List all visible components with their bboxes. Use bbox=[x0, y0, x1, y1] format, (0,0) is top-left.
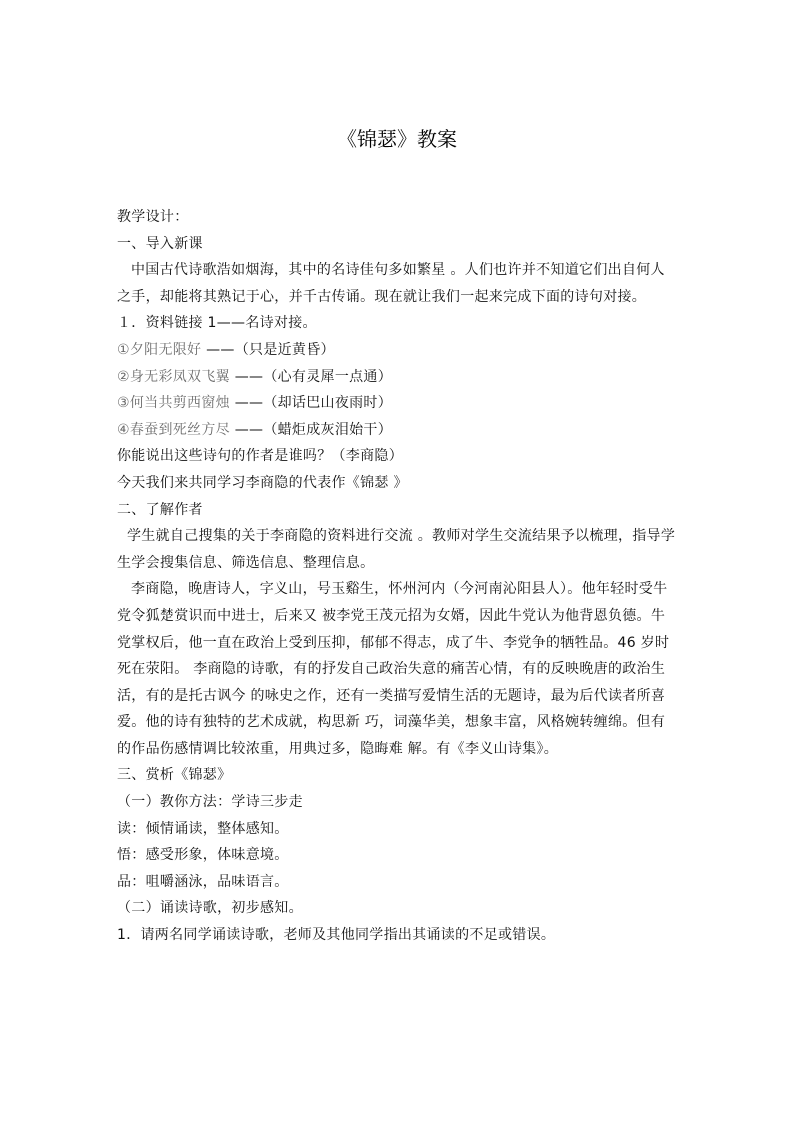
section-1-heading: 一、导入新课 bbox=[117, 235, 203, 252]
couplet-item-4 bbox=[117, 417, 679, 444]
materials-link-line: １．资料链接 1——名诗对接。 bbox=[117, 315, 317, 332]
section-2-heading: 二、了解作者 bbox=[117, 501, 203, 518]
couplet-answer-4: ——（蜡炬成灰泪始干） bbox=[234, 421, 393, 438]
couplet-item-1 bbox=[117, 337, 679, 364]
method-step-savor: 品：咀嚼涵泳，品味语言。 bbox=[117, 873, 289, 890]
author-question-line: 你能说出这些诗句的作者是谁吗？（李商隐） bbox=[117, 448, 403, 465]
section-1-intro-paragraph: 中国古代诗歌浩如烟海，其中的名诗佳句多如繁星 。人们也许并不知道它们出自何人之手，却能将其熟记于心，并千古传诵。现在就让我们一起来完成下面的诗句对接。 bbox=[117, 262, 665, 305]
recite-step-1: 1．请两名同学诵读诗歌，老师及其他同学指出其诵读的不足或错误。 bbox=[117, 927, 556, 944]
recite-heading: （二）诵读诗歌，初步感知。 bbox=[117, 900, 303, 917]
section-2-paragraph-2: 李商隐，晚唐诗人，字义山，号玉谿生，怀州河内（今河南沁阳县人）。他年轻时受牛党令狐楚赏识而中进士，后来又 被李党王茂元招为女婿，因此牛党认为他背恩负德。牛党掌权后，他一直在政治上受到压抑，郁郁不得志，成了牛、李党争的牺牲品。46 岁时死在荥阳。 李商隐的诗歌，有的抒发自己政治失意的痛苦心情，有的反映晚唐的政治生活，有的是托古讽今 的咏史之作，还有一类描写爱情生活的无题诗，最为后代读者所喜爱。他的诗有独特的艺术成就，构思新 巧，词藻华美，想象丰富，风格婉转缠绵。但有的作品伤感情调比较浓重，用典过多，隐晦难 解。有《李义山诗集》。 bbox=[117, 581, 670, 757]
couplet-answer-2: ——（心有灵犀一点通） bbox=[234, 368, 393, 385]
couplet-question-2: ②身无彩凤双飞翼 bbox=[117, 368, 230, 385]
teaching-design-heading: 教学设计： bbox=[117, 209, 189, 225]
section-3-heading: 三、赏析《锦瑟》 bbox=[117, 767, 232, 784]
couplet-question-3: ③何当共剪西窗烛 bbox=[117, 395, 230, 412]
section-2-paragraph-1: 学生就自己搜集的关于李商隐的资料进行交流 。教师对学生交流结果予以梳理，指导学生学会搜集信息、筛选信息、整理信息。 bbox=[117, 528, 676, 571]
couplet-question-1: ①夕阳无限好 bbox=[117, 341, 202, 358]
couplet-item-3 bbox=[117, 390, 679, 417]
method-step-understand: 悟：感受形象，体味意境。 bbox=[117, 847, 289, 864]
couplet-question-4: ④春蚕到死丝方尽 bbox=[117, 421, 230, 438]
document-title: 《锦瑟》教案 bbox=[337, 127, 457, 151]
couplet-answer-1: ——（只是近黄昏） bbox=[206, 341, 335, 358]
method-step-read: 读：倾情诵读，整体感知。 bbox=[117, 820, 289, 837]
document-body bbox=[117, 204, 679, 949]
couplet-answer-3: ——（却话巴山夜雨时） bbox=[234, 395, 393, 412]
couplet-item-2 bbox=[117, 364, 679, 391]
today-lesson-line: 今天我们来共同学习李商隐的代表作《锦瑟 》 bbox=[117, 474, 408, 491]
method-heading: （一）教你方法：学诗三步走 bbox=[117, 794, 303, 811]
